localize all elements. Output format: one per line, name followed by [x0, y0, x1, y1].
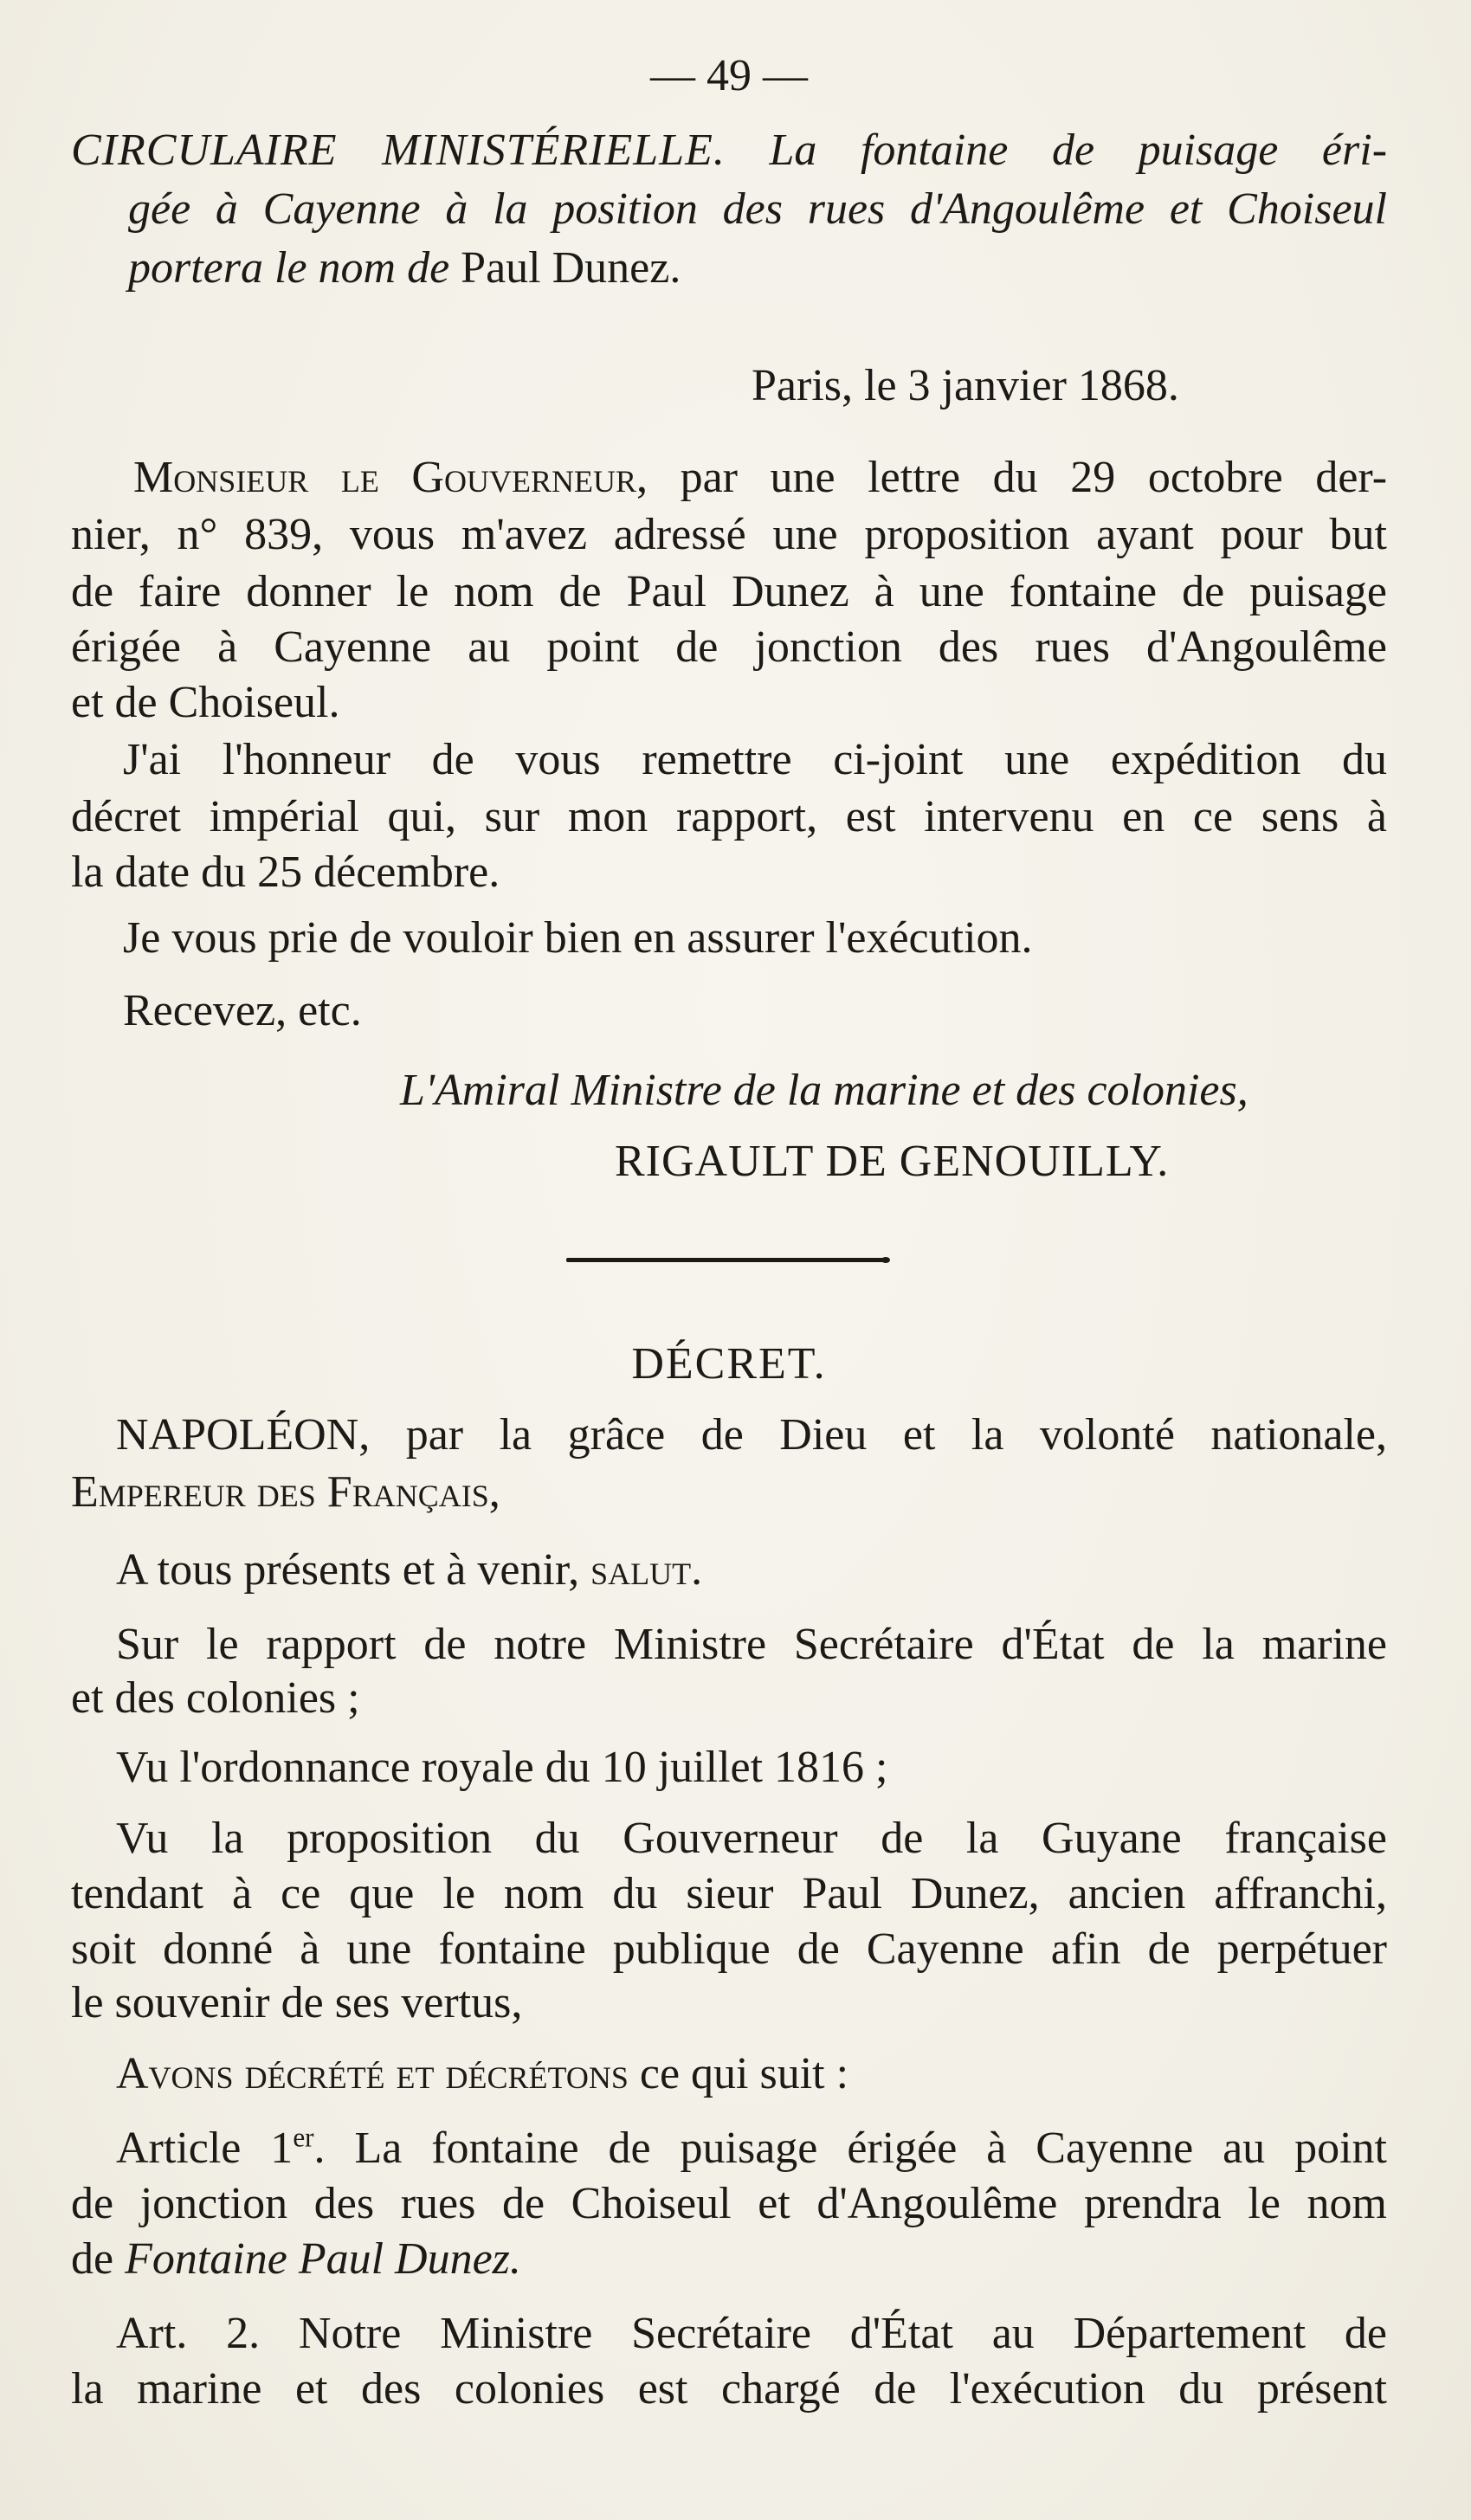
decree-line-8: tendant à ce que le nom du sieur Paul Dunez, ancien affranchi, — [71, 1869, 1387, 1918]
page-number: — 49 — — [650, 51, 808, 100]
letter-line-1-rest: par une lettre du 29 octobre der- — [680, 453, 1388, 502]
decree-line-11 — [116, 2048, 1387, 2100]
decree-line-3 — [116, 1544, 1387, 1596]
article-1-line-1 — [116, 2123, 1387, 2175]
letter-line-4: érigée à Cayenne au point de jonction des rues d'Angoulême — [71, 622, 1387, 672]
decree-heading: DÉCRET. — [631, 1339, 827, 1389]
section-divider — [566, 1258, 887, 1262]
article-1-line-3 — [71, 2233, 1387, 2285]
decree-line-1: NAPOLÉON, par la grâce de Dieu et la volonté nationale, — [116, 1410, 1387, 1460]
letter-line-2: nier, n° 839, vous m'avez adressé une proposition ayant pour but — [71, 510, 1387, 559]
decree-avons-decrete: Avons décrété et décrétons — [116, 2049, 629, 2098]
dateline: Paris, le 3 janvier 1868. — [752, 361, 1179, 410]
article-1-fountain-name: Fontaine Paul Dunez. — [125, 2234, 521, 2284]
signature-name: RIGAULT DE GENOUILLY. — [615, 1137, 1170, 1186]
article-2-line-1: Art. 2. Notre Ministre Secrétaire d'État au Département de — [116, 2309, 1387, 2358]
letter-line-6: J'ai l'honneur de vous remettre ci-joint une expédition du — [123, 735, 1387, 784]
decree-line-10: le souvenir de ses vertus, — [71, 1978, 523, 2027]
decree-line-7: Vu la proposition du Gouverneur de la Guyane française — [116, 1814, 1387, 1863]
decree-line-4: Sur le rapport de notre Ministre Secrétaire d'État de la marine — [116, 1620, 1387, 1669]
decree-line-6: Vu l'ordonnance royale du 10 juillet 1816 ; — [116, 1743, 888, 1792]
decree-line-9: soit donné à une fontaine publique de Cayenne afin de perpétuer — [71, 1924, 1387, 1974]
decree-line-5: et des colonies ; — [71, 1673, 360, 1723]
letter-line-10: Recevez, etc. — [123, 986, 362, 1035]
letter-line-7: décret impérial qui, sur mon rapport, est intervenu en ce sens à — [71, 792, 1387, 841]
signature-title: L'Amiral Ministre de la marine et des colonies, — [400, 1066, 1248, 1115]
article-2-line-2: la marine et des colonies est chargé de l'exécution du présent — [71, 2364, 1387, 2414]
letter-line-9: Je vous prie de vouloir bien en assurer l'exécution. — [123, 913, 1033, 963]
decree-ce-qui-suit: ce qui suit : — [639, 2049, 849, 2098]
circulaire-heading: CIRCULAIRE MINISTÉRIELLE. — [71, 126, 726, 175]
letter-line-3: de faire donner le nom de Paul Dunez à une fontaine de puisage — [71, 567, 1387, 616]
decree-address: A tous présents et à venir, — [116, 1545, 580, 1595]
article-1-de: de — [71, 2234, 114, 2284]
circulaire-line-2: gée à Cayenne à la position des rues d'Angoulême et Choiseul — [128, 184, 1387, 234]
circulaire-summary-start: La fontaine de puisage éri- — [769, 126, 1388, 175]
circulaire-line-1 — [71, 125, 1387, 177]
decree-salut: salut. — [590, 1545, 703, 1595]
letter-salutation: Monsieur le Gouverneur, — [133, 453, 648, 502]
letter-line-8: la date du 25 décembre. — [71, 848, 500, 897]
circulaire-summary-end: portera le nom de — [128, 243, 450, 293]
circulaire-line-3 — [128, 242, 1387, 294]
article-1-text: . La fontaine de puisage érigée à Cayenne au point — [313, 2124, 1388, 2173]
article-1-label: Article 1 — [116, 2124, 294, 2173]
article-1-sup: er — [293, 2122, 314, 2153]
decree-line-2: Empereur des Français, — [71, 1467, 500, 1517]
letter-line-5: et de Choiseul. — [71, 678, 340, 727]
article-1-line-2: de jonction des rues de Choiseul et d'Angoulême prendra le nom — [71, 2179, 1387, 2228]
circulaire-name: Paul Dunez. — [461, 243, 681, 293]
letter-line-1 — [133, 452, 1387, 504]
